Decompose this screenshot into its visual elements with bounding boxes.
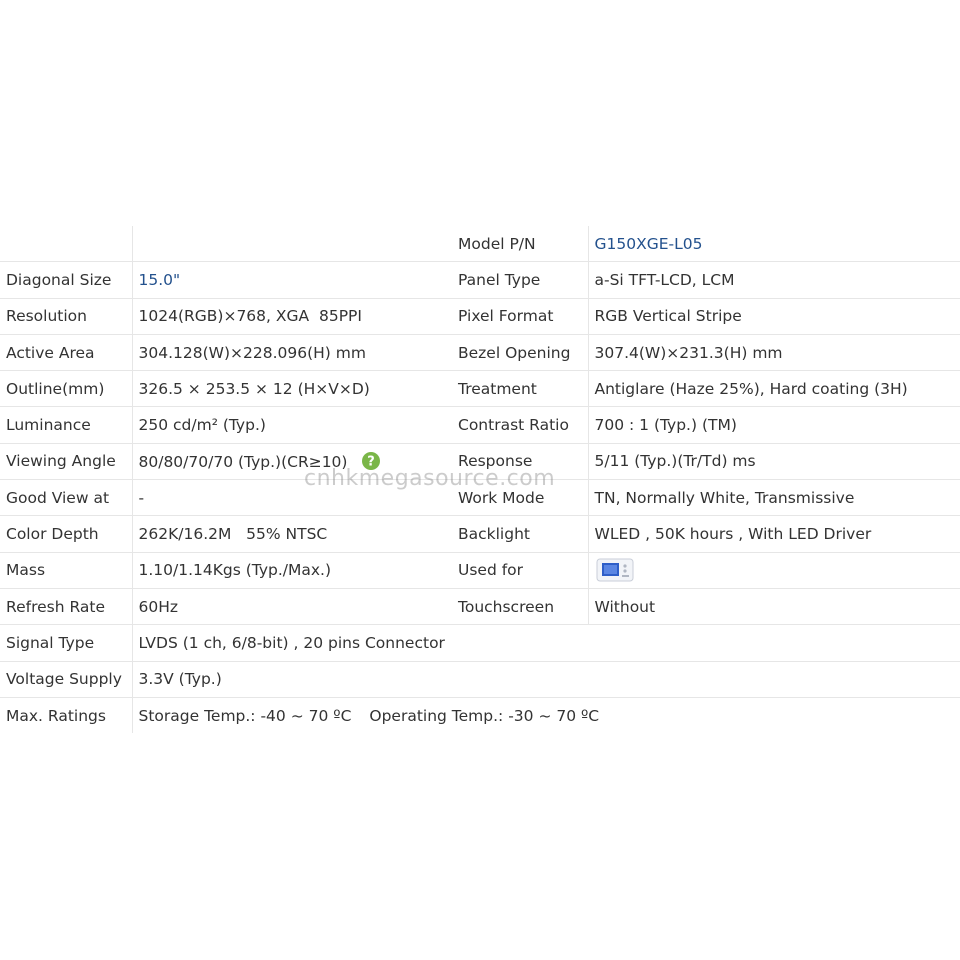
spec-value: -: [132, 480, 452, 516]
spec-row-resolution: [0, 298, 960, 334]
spec-value: Antiglare (Haze 25%), Hard coating (3H): [588, 371, 960, 407]
spec-value: Without: [588, 588, 960, 624]
svg-text:?: ?: [367, 454, 376, 470]
spec-value: WLED , 50K hours , With LED Driver: [588, 516, 960, 552]
spec-value-cell: [132, 697, 960, 733]
spec-label: Good View at: [0, 480, 132, 516]
spec-value-cell: [132, 443, 452, 479]
spec-value: 5/11 (Typ.)(Tr/Td) ms: [588, 443, 960, 479]
spec-label: [0, 226, 132, 262]
spec-row-max-ratings: [0, 697, 960, 733]
spec-label: Backlight: [452, 516, 588, 552]
spec-value: 326.5 × 253.5 × 12 (H×V×D): [132, 371, 452, 407]
diagonal-size-link[interactable]: 15.0": [138, 270, 181, 289]
spec-label: Max. Ratings: [0, 697, 132, 733]
spec-row-good-view: [0, 480, 960, 516]
spec-table: [0, 226, 960, 733]
spec-label: Active Area: [0, 334, 132, 370]
spec-label: Panel Type: [452, 262, 588, 298]
spec-value: TN, Normally White, Transmissive: [588, 480, 960, 516]
spec-value: 700 : 1 (Typ.) (TM): [588, 407, 960, 443]
spec-value: LVDS (1 ch, 6/8-bit) , 20 pins Connector: [132, 625, 960, 661]
question-mark-icon[interactable]: [362, 452, 380, 470]
spec-row-mass: [0, 552, 960, 588]
spec-label: Diagonal Size: [0, 262, 132, 298]
spec-value: 60Hz: [132, 588, 452, 624]
spec-label: Refresh Rate: [0, 588, 132, 624]
spec-row-luminance: [0, 407, 960, 443]
spec-value: 307.4(W)×231.3(H) mm: [588, 334, 960, 370]
spec-value-cell: [132, 262, 452, 298]
spec-label: Outline(mm): [0, 371, 132, 407]
spec-value: 304.128(W)×228.096(H) mm: [132, 334, 452, 370]
spec-label: Voltage Supply: [0, 661, 132, 697]
spec-label: Response: [452, 443, 588, 479]
watermark: cnhkmegasource.com: [304, 466, 556, 491]
spec-row-refresh: [0, 588, 960, 624]
spec-label: Resolution: [0, 298, 132, 334]
storage-temp-value: Storage Temp.: -40 ~ 70 ºC: [138, 706, 352, 725]
spec-row-active-area: [0, 334, 960, 370]
spec-label: Touchscreen: [452, 588, 588, 624]
monitor-thumbnail-icon[interactable]: [595, 556, 635, 584]
spec-row-model: [0, 226, 960, 262]
spec-label: Used for: [452, 552, 588, 588]
spec-value: 80/80/70/70 (Typ.)(CR≥10): [138, 452, 348, 471]
spec-label: Viewing Angle: [0, 443, 132, 479]
spec-value: 262K/16.2M 55% NTSC: [132, 516, 452, 552]
spec-label: Pixel Format: [452, 298, 588, 334]
spec-value: 1.10/1.14Kgs (Typ./Max.): [132, 552, 452, 588]
spec-value: RGB Vertical Stripe: [588, 298, 960, 334]
spec-value: 250 cd/m² (Typ.): [132, 407, 452, 443]
spec-row-viewing-angle: [0, 443, 960, 479]
spec-row-diagonal: [0, 262, 960, 298]
operating-temp-value: Operating Temp.: -30 ~ 70 ºC: [369, 706, 600, 725]
spec-label: Work Mode: [452, 480, 588, 516]
spec-label: Luminance: [0, 407, 132, 443]
spec-row-voltage: [0, 661, 960, 697]
spec-row-signal-type: [0, 625, 960, 661]
spec-label: Model P/N: [452, 226, 588, 262]
spec-row-outline: [0, 371, 960, 407]
model-number-link[interactable]: G150XGE-L05: [594, 234, 703, 253]
spec-label: Signal Type: [0, 625, 132, 661]
spec-row-color-depth: [0, 516, 960, 552]
spec-value: 1024(RGB)×768, XGA 85PPI: [132, 298, 452, 334]
spec-label: Contrast Ratio: [452, 407, 588, 443]
spec-label: Bezel Opening: [452, 334, 588, 370]
spec-value-cell: [588, 552, 960, 588]
spec-value: a-Si TFT-LCD, LCM: [588, 262, 960, 298]
spec-label: Color Depth: [0, 516, 132, 552]
spec-value-cell: [588, 226, 960, 262]
spec-value: [132, 226, 452, 262]
spec-value: 3.3V (Typ.): [132, 661, 960, 697]
spec-label: Treatment: [452, 371, 588, 407]
spec-label: Mass: [0, 552, 132, 588]
